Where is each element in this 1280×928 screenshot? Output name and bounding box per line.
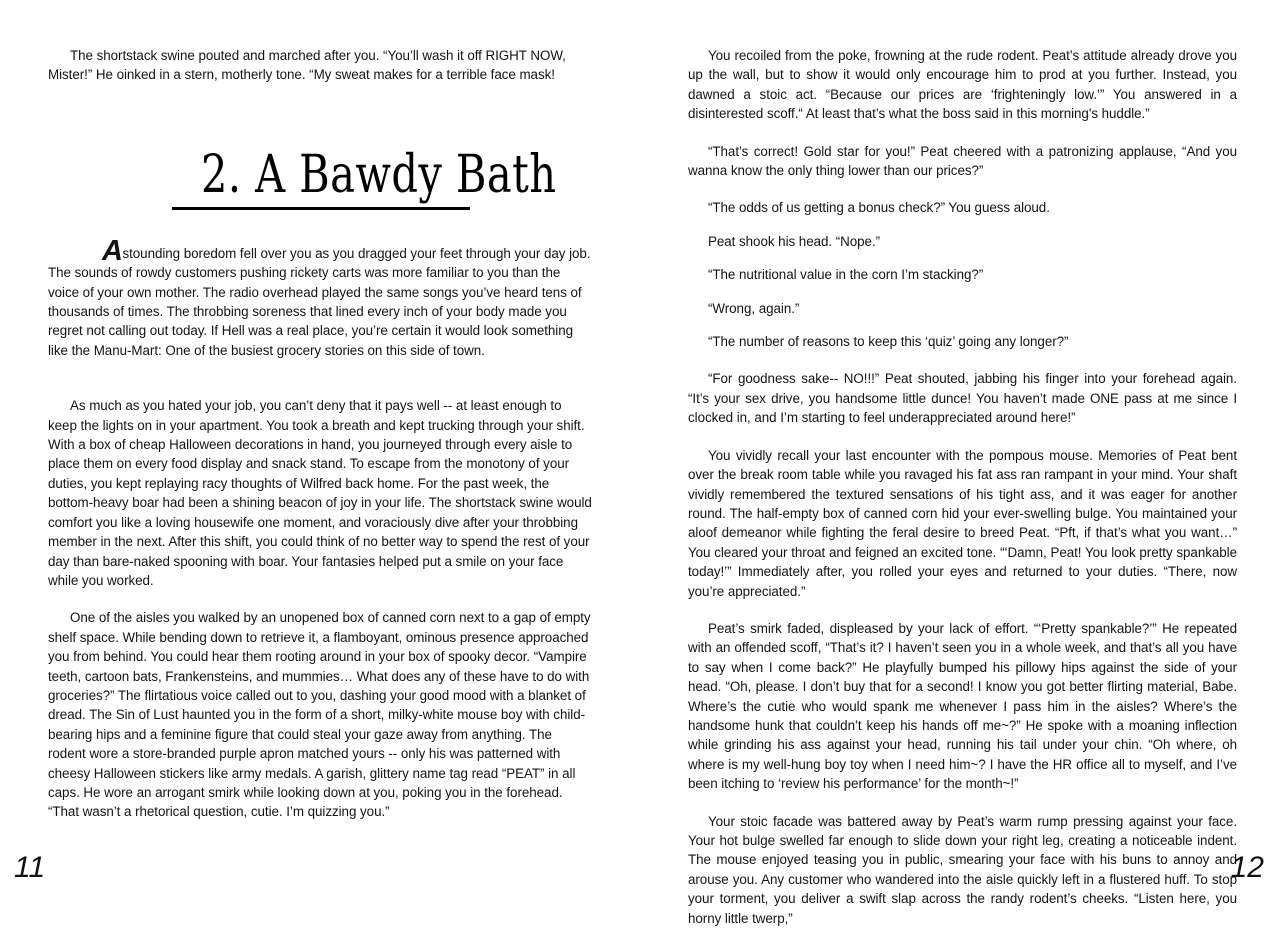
left-column-text (48, 46, 593, 822)
paragraph-dropcap (48, 234, 593, 360)
page-left (0, 0, 640, 905)
page-number-right: 12 (1230, 851, 1264, 884)
paragraph-left-3: One of the aisles you walked by an unopened box of canned corn next to a gap of empty shelf space. While bending down to retrieve it, a flamboyant, ominous presence approached you from behind. You could hear them rooting around in your box of spooky decor. “Vampire teeth, cartoon bats, Frankensteins, and mummies… What does any of these have to do with groceries?” The flirtatious voice called out to you, dashing your good mood with a blanket of dread. The Sin of Lust haunted you in the form of a short, milky-white mouse boy with child-bearing hips and a feminine figure that could steal your gaze away from anything. The rodent wore a store-branded purple apron matched yours -- only his was patterned with cheesy Halloween stickers like army medals. A garish, glittery name tag read “PEAT” in all caps. He wore an arrogant smirk while looking down at you, poking you in the forehead. “That wasn’t a rhetorical question, cutie. I’m quizzing you.” (48, 610, 591, 820)
paragraph-right-1: You recoiled from the poke, frowning at the rude rodent. Peat’s attitude already drove you up the wall, but to show it would only encourage him to prod at you further. Instead, you dawned a stoic act. “Because our prices are ‘frighteningly low.’” You answered in a disinterested scoff.“ At least that’s what the boss said in this morning's huddle.” (688, 48, 1237, 122)
paragraph-right-8: “For goodness sake-- NO!!!” Peat shouted, jabbing his finger into your forehead again. “It’s your sex drive, you handsome little dunce! You haven’t made ONE pass at me since I clocked in, and I’m starting to feel underappreciated around here!” (688, 371, 1237, 426)
page-right (640, 0, 1280, 926)
paragraph-right-10: Peat’s smirk faded, displeased by your lack of effort. “‘Pretty spankable?’” He repeated with an offended scoff, “That’s it? I haven’t seen you in a whole week, and that’s all you have to say when I come back?” He playfully bumped his pillowy hips against the side of your head. “Oh, please. I don’t buy that for a second! I know you got better flirting material, Babe. Where’s the cutie who would spank me whenever I pass him in the aisles? Where’s the handsome hunk that couldn’t keep his hands off me~?” He spoke with a moaning inflection while grinding his ass against your head, running his tail under your chin. “Oh where, oh where is my well-hung boy toy when I need him~? I have the HR office all to myself, and I’ve been itching to ‘review his performance’ for the month~!” (688, 620, 1237, 792)
paragraph-right-9: You vividly recall your last encounter with the pompous mouse. Memories of Peat bent over the break room table while you ravaged his fat ass ran rampant in your mind. Your shaft vividly remembered the textured sensations of his tight ass, and it was eager for another round. The half-empty box of canned corn hid your ever-swelling bulge. You maintained your aloof demeanor while fighting the feral desire to breed Peat. “Pft, if that’s what you want…” You cleared your throat and feigned an excited tone. “‘Damn, Peat! You look pretty spankable today!’” Immediately after, you rolled your eyes and returned to your duties. “There, now you’re appreciated.” (688, 447, 1237, 599)
chapter-title-underline (172, 207, 470, 210)
chapter-title: 2. A Bawdy Bath (200, 144, 556, 205)
chapter-heading-wrap (171, 143, 556, 218)
paragraph-right-6: “Wrong, again.” (708, 300, 800, 316)
paragraph-carryover: The shortstack swine pouted and marched after you. “You’ll wash it off RIGHT NOW, Mister!” He oinked in a stern, motherly tone. “My sweat makes for a terrible face mask! (48, 48, 566, 83)
paragraph-right-7: “The number of reasons to keep this ‘quiz’ going any longer?” (708, 334, 1069, 350)
chapter-heading-block (48, 85, 593, 244)
paragraph-right-5: “The nutritional value in the corn I’m stacking?” (708, 267, 984, 283)
paragraph-right-2: “That’s correct! Gold star for you!” Peat cheered with a patronizing applause, “And you wanna know the only thing lower than our prices?” (688, 143, 1237, 179)
drop-cap-letter: A (102, 234, 123, 267)
right-column-text (688, 46, 1237, 928)
paragraph-right-11: Your stoic facade was battered away by Peat’s warm rump pressing against your face. Your hot bulge swelled far enough to slide down your right leg, creating a noticeable indent. The mouse enjoyed teasing you in public, smearing your face with his buns to annoy and arouse you. Any customer who wandered into the aisle quickly left in a flustered huff. To stop your torment, you deliver a swift slap across the randy rodent’s cheeks. “Listen here, you horny little twerp,” (688, 813, 1237, 926)
paragraph-left-2: As much as you hated your job, you can’t deny that it pays well -- at least enough to keep the lights on in your apartment. You took a breath and kept trucking through your shift. With a box of cheap Halloween decorations in hand, you journeyed through every aisle to place them on every food display and snack stand. To escape from the monotony of your duties, you kept replaying racy thoughts of Wilfred back home. For the past week, the bottom-heavy boar had been a shining beacon of joy in your life. The shortstack swine would comfort you like a loving housewife one moment, and voraciously dive after your throbbing member in the next. After this shift, you could think of no better way to spend the rest of your day than bare-naked spooning with boar. Your fantasies helped put a smile on your face while you worked. (48, 398, 592, 588)
paragraph-dropcap-body: stounding boredom fell over you as you dragged your feet through your day job. The sounds of rowdy customers pushing rickety carts was more familiar to you than the voice of your own mother. The radio overhead played the same songs you’ve heard tens of thousands of times. The throbbing soreness that lined every inch of your body made you regret not calling out today. If Hell was a real place, you’re certain it would look something like the Manu-Mart: One of the busiest grocery stories on this side of town. (48, 245, 591, 358)
paragraph-right-4: Peat shook his head. “Nope.” (708, 233, 881, 249)
paragraph-right-3: “The odds of us getting a bonus check?” You guess aloud. (708, 200, 1050, 216)
page-number-left: 11 (14, 851, 46, 884)
